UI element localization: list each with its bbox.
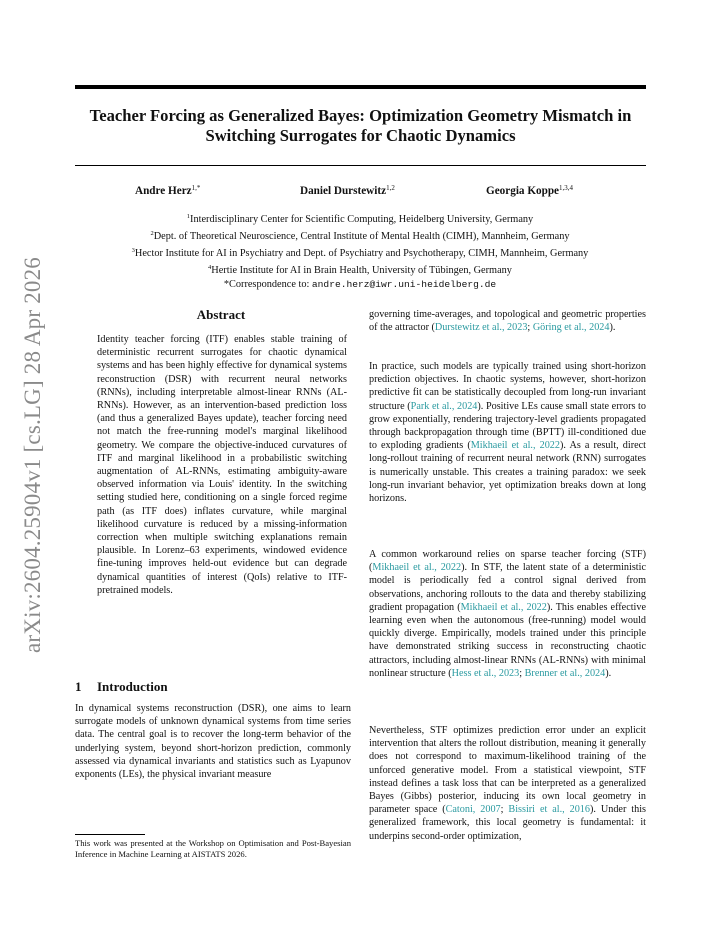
citation-link[interactable]: Göring et al., 2024 bbox=[532, 322, 610, 334]
abstract-heading: Abstract bbox=[196, 307, 246, 322]
right-column-paragraph: A common workaround relies on sparse teacher forcing (STF) (Mikhaeil et al., 2022). In STF, the latent state of a deterministic model is periodically fed a control signal derived from observations, anchoring rollouts to the data and thereby stabilizing gradient propagation (Mikhaeil et al., 2022). This enables effective learning even when the autonomous (free-running) model would quickly diverge. Empirically, models trained under this principle have demonstrated striking success in reconstructing chaotic attractors, including almost-linear RNNs (AL-RNNs) with minimal nonlinear structure (Hess et al., 2023; Brenner et al., 2024). bbox=[369, 549, 646, 679]
citation-link[interactable]: Mikhaeil et al., 2022 bbox=[460, 601, 547, 613]
author: Georgia Koppe$^{1,3,4}$ bbox=[486, 184, 574, 197]
citation-link[interactable]: Park et al., 2024 bbox=[410, 400, 478, 412]
author-list bbox=[75, 184, 646, 200]
citation-link[interactable]: Mikhaeil et al., 2022 bbox=[372, 562, 462, 574]
right-column-paragraph: governing time-averages, and topological and geometric properties of the attractor (Durstewitz et al., 2023; Göring et al., 2024). bbox=[369, 309, 646, 334]
citation-link[interactable]: Brenner et al., 2024 bbox=[524, 667, 606, 679]
citation-link[interactable]: Bissiri et al., 2016 bbox=[508, 804, 590, 816]
affiliation: $^1$Interdisciplinary Center for Scientific Computing, Heidelberg University, Germany bbox=[186, 213, 534, 225]
affiliation: $^4$Hertie Institute for AI in Brain Health, University of Tübingen, Germany bbox=[208, 264, 512, 276]
citation-link[interactable]: Mikhaeil et al., 2022 bbox=[470, 440, 560, 452]
right-column-paragraph: In practice, such models are typically trained using short-horizon prediction objectives. In chaotic systems, however, short-horizon predictive fit can be statistically decoupled from long-run invariant structure (Park et al., 2024). Positive LEs cause small state errors to grow exponentially, rendering trajectory-level gradients propagated through backpropagation through time (BPTT) ill-conditioned due to exploding gradients (Mikhaeil et al., 2022). As a result, direct long-rollout training of recurrent neural network (RNN) surrogates is numerically unstable. This creates a training paradox: we seek long-run invariant behavior, yet optimization breaks down at long horizons. bbox=[369, 361, 646, 505]
right-column-paragraph: Nevertheless, STF optimizes prediction error under an explicit intervention that alters the rollout distribution, meaning it generally does not correspond to maximum-likelihood training of the unforced generative model. From a statistical viewpoint, STF instead defines a task loss that can be interpreted as a generalized Bayes (Gibbs) posterior, inducing its own local geometry in parameter space (Catoni, 2007; Bissiri et al., 2016). Under this generalized framework, this local geometry is fundamental: it underpins second-order optimization, bbox=[369, 725, 646, 842]
affiliations bbox=[40, 210, 680, 292]
abstract-text: Identity teacher forcing (ITF) enables stable training of deterministic recurrent surrogates for chaotic dynamical systems and has been highly effective for dynamical systems reconstruction (DSR) with recurrent neural networks (RNNs), including interpretable almost-linear RNNs (AL-RNNs). However, as an intervention-based prediction loss (and thus a generalized Bayes update), teacher forcing need not match the free-running model's marginal likelihood geometry. We compare the objective-induced curvatures of ITF and marginal likelihood in a probabilistic switching augmentation of AL-RNNs, estimating ambiguity-aware observed information via Louis' identity. In the switching setting studied here, conditioning on a single forced regime path (as ITF does) inflates curvature, while marginal likelihood curvature is reduced by a missing-information correction when multiple switching explanations remain plausible. In Lorenz–63 experiments, windowed evidence fine-tuning improves held-out evidence but can degrade dynamical quantities of interest (QoIs) relative to ITF-pretrained models. bbox=[97, 334, 347, 596]
author: Andre Herz$^{1,*}$ bbox=[135, 184, 201, 197]
correspondence-email[interactable]: andre.herz@iwr.uni-heidelberg.de bbox=[311, 279, 497, 290]
paper-title: Teacher Forcing as Generalized Bayes: Optimization Geometry Mismatch in Switching Surrogates for Chaotic Dynamics bbox=[89, 106, 632, 145]
citation-link[interactable]: Catoni, 2007 bbox=[445, 804, 501, 816]
introduction-text: In dynamical systems reconstruction (DSR), one aims to learn surrogate models of unknown dynamical systems from time series data. The central goal is to recover the long-term behavior of the underlying system, beyond short-horizon prediction, commonly assessed via dynamical invariants and statistics such as Lyapunov exponents (LEs), the physical invariant measure bbox=[75, 703, 351, 781]
citation-link[interactable]: Durstewitz et al., 2023 bbox=[434, 322, 528, 334]
footnote-rule bbox=[75, 834, 145, 835]
author: Daniel Durstewitz$^{1,2}$ bbox=[300, 184, 395, 197]
section-heading-introduction: 1 Introduction bbox=[75, 679, 168, 694]
correspondence: *Correspondence to: andre.herz@iwr.uni-heidelberg.de bbox=[223, 279, 497, 290]
arxiv-identifier[interactable]: arXiv:2604.25904v1 [cs.LG] 28 Apr 2026 bbox=[20, 257, 45, 653]
citation-link[interactable]: Hess et al., 2023 bbox=[451, 667, 520, 679]
affiliation: $^2$Dept. of Theoretical Neuroscience, Central Institute of Mental Health (CIMH), Mannheim, Germany bbox=[150, 230, 570, 242]
affiliation: $^3$Hector Institute for AI in Psychiatry and Dept. of Psychiatry and Psychotherapy, CIMH, Mannheim, Germany bbox=[131, 247, 589, 259]
title-bottom-rule bbox=[75, 165, 646, 166]
footnote: This work was presented at the Workshop on Optimisation and Post-Bayesian Inference in Machine Learning at AISTATS 2026. bbox=[75, 838, 351, 859]
title-top-rule bbox=[75, 85, 646, 89]
